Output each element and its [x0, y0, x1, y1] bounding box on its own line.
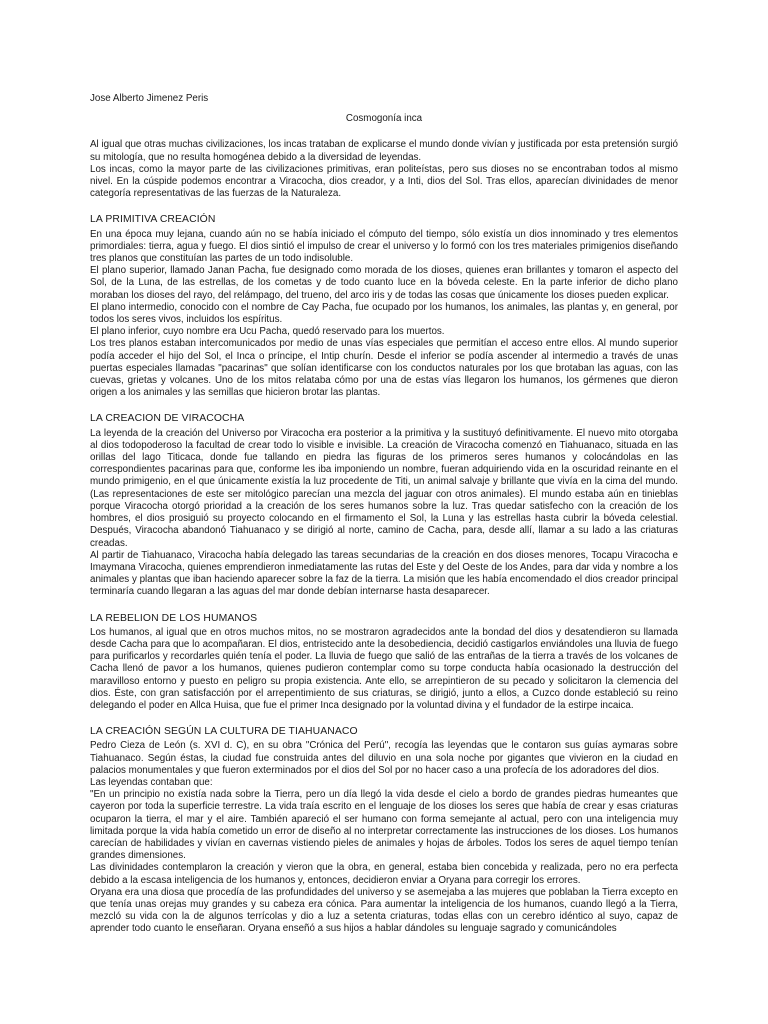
- section-heading: LA REBELION DE LOS HUMANOS: [90, 612, 258, 624]
- paragraph: Al partir de Tiahuanaco, Viracocha había delegado las tareas secundarias de la creación en dos dioses menores, Tocapu Viracocha e Imaymana Viracocha, quienes emprendieron inmediatamente las rutas del Este y del Oeste de los Andes, para dar vida y nombre a los animales y plantas que iban haciendo aparecer sobre la faz de la tierra. La misión que les había encomendado el dios creador principal terminaría cuando llegaran a las aguas del mar donde debían internarse hasta desaparecer.: [90, 549, 678, 598]
- paragraph: "En un principio no existía nada sobre la Tierra, pero un día llegó la vida desde el cielo a bordo de grandes piedras humeantes que cayeron por toda la superficie terrestre. La vida traía escrito en el lenguaje de los dioses los seres que había de crear y esas criaturas ocuparon la tierra, el mar y el aire. También apareció el ser humano con forma semejante al actual, pero con una inteligencia muy limitada porque la vida había cometido un error de diseño al no interpretar correctamente las instrucciones de los dioses. Los humanos carecían de habilidades y vivían en cavernas vistiendo pieles de animales y hojas de árboles. Todos los seres de aquel tiempo tenían grandes dimensiones.: [90, 789, 678, 862]
- section-creacion-viracocha: [90, 413, 678, 598]
- section-heading: LA CREACIÓN SEGÚN LA CULTURA DE TIAHUANACO: [90, 726, 358, 738]
- paragraph: Al igual que otras muchas civilizaciones, los incas trataban de explicarse el mundo donde vivían y justificada por esta pretensión surgió su mitología, que no resulta homogénea debido a la diversidad de leyendas.: [90, 139, 678, 163]
- paragraph: Los incas, como la mayor parte de las civilizaciones primitivas, eran politeístas, pero sus dioses no se encontraban todos al mismo nivel. En la cúspide podemos encontrar a Viracocha, dios creador, y a Inti, dios del Sol. Tras ellos, aparecían divinidades de menor categoría representativas de las fuerzas de la Naturaleza.: [90, 163, 678, 200]
- paragraph: Pedro Cieza de León (s. XVI d. C), en su obra "Crónica del Perú", recogía las leyendas que le contaron sus guías aymaras sobre Tiahuanaco. Según éstas, la ciudad fue construida antes del diluvio en una sola noche por gigantes que vivieron en la ciudad en palacios monumentales y que fueron exterminados por el dios del Sol por no hacer caso a una profecía de los adoradores del dios.: [90, 740, 678, 776]
- section-creacion-tiahuanaco: [90, 726, 678, 935]
- paragraph: La leyenda de la creación del Universo por Viracocha era posterior a la primitiva y la sustituyó definitivamente. El nuevo mito otorgaba al dios todopoderoso la facultad de crear todo lo visible e invisible. La creación de Viracocha comenzó en Tiahuanaco, situada en las orillas del lago Titicaca, donde fue tallando en piedra las figuras de los primeros seres humanos y colocándolas en las correspondientes pacarinas para que, conforme les iba imponiendo un nombre, fueran adquiriendo vida en la oscuridad reinante en el mundo primigenio, en el que únicamente existía la luz procedente de Titi, un animal salvaje y brillante que vivía en la cima del mundo. (Las representaciones de este ser mitológico parecían una mezcla del jaguar con otros animales). El mundo estaba aún en tinieblas porque Viracocha otorgó prioridad a la creación de los seres humanos sobre la luz. Tras quedar satisfecho con la creación de los hombres, el dios prosiguió su proyecto colocando en el firmamento el Sol, la Luna y las estrellas hasta cubrir la bóveda celestial. Después, Viracocha abandonó Tiahuanaco y se dirigió al norte, camino de Cacha, para, desde allí, llamar a su lado a las criaturas creadas.: [90, 427, 678, 549]
- paragraph: El plano intermedio, conocido con el nombre de Cay Pacha, fue ocupado por los humanos, los animales, las plantas y, en general, por todos los seres vivos, incluidos los espíritus.: [90, 301, 678, 326]
- paragraph: Las leyendas contaban que:: [90, 776, 213, 788]
- paragraph: En una época muy lejana, cuando aún no se había iniciado el cómputo del tiempo, sólo existía un dios innominado y tres elementos primordiales: tierra, agua y fuego. El dios sintió el impulso de crear el universo y lo formó con los tres materiales primigenios diseñando tres planos que constituían las partes de un todo indisoluble.: [90, 228, 678, 265]
- section-rebelion-humanos: [90, 613, 678, 713]
- paragraph: Las divinidades contemplaron la creación y vieron que la obra, en general, estaba bien concebida y realizada, pero no era perfecta debido a la escasa inteligencia de los humanos y, entonces, decidieron enviar a Oryana para corregir los errores.: [90, 862, 678, 886]
- paragraph: Los humanos, al igual que en otros muchos mitos, no se mostraron agradecidos ante la bondad del dios y desatendieron su llamada desde Cacha para que lo acompañaran. El dios, entristecido ante la desobediencia, decidió castigarlos enviándoles una lluvia de fuego para purificarlos y recordarles quién tenía el poder. La lluvia de fuego que salió de las entrañas de la tierra a través de los volcanes de Cacha llenó de pavor a los humanos, quienes pudieron contemplar como su torpe conducta había ocasionado la destrucción del maravilloso entorno y puesto en peligro su propia existencia. Ante ello, se arrepintieron de su pecado y solicitaron la clemencia del dios. Éste, con gran satisfacción por el arrepentimiento de sus criaturas, se dirigió, junto a ellos, a Cuzco donde estableció su reino delegando el poder en Allca Huisa, que fue el primer Inca designado por la voluntad divina y el fundador de la estirpe incaica.: [90, 626, 678, 711]
- paragraph: Los tres planos estaban intercomunicados por medio de unas vías especiales que permitían el acceso entre ellos. Al mundo superior podía acceder el hijo del Sol, el Inca o príncipe, el Intip churín. Desde el inferior se podía ascender al intermedio a través de unas puertas especiales llamadas "pacarinas" que solían identificarse con los conductos naturales por los que brotaban las aguas, con las cuevas, grietas y volcanes. Uno de los mitos relataba cómo por una de estas vías llegaron los humanos, los gérmenes que dieron origen a los animales y las semillas que hicieron brotar las plantas.: [90, 338, 678, 399]
- intro: [90, 139, 678, 200]
- section-heading: LA CREACION DE VIRACOCHA: [90, 413, 245, 425]
- paragraph: El plano inferior, cuyo nombre era Ucu Pacha, quedó reservado para los muertos.: [90, 326, 445, 338]
- document-page: [90, 93, 678, 936]
- section-heading: LA PRIMITIVA CREACIÓN: [90, 214, 216, 226]
- document-title: Cosmogonía inca: [345, 113, 423, 125]
- paragraph: El plano superior, llamado Janan Pacha, fue designado como morada de los dioses, quienes eran brillantes y tomaron el aspecto del Sol, de la Luna, de las estrellas, de los cometas y de todo cuanto luce en la bóveda celeste. En la parte inferior de dicho plano moraban los dioses del rayo, del relámpago, del trueno, del arco iris y de todas las cosas que únicamente los dioses pueden explicar.: [90, 265, 678, 301]
- section-primitiva-creacion: [90, 214, 678, 399]
- author-name: Jose Alberto Jimenez Peris: [90, 93, 209, 104]
- paragraph: Oryana era una diosa que procedía de las profundidades del universo y se asemejaba a las mujeres que poblaban la Tierra excepto en que tenía unas orejas muy grandes y su cabeza era cónica. Para aumentar la inteligencia de los humanos, cuando llegó a la Tierra, mezcló su vida con la de algunos terrícolas y dio a luz a setenta criaturas, todas ellas con un cerebro idéntico al suyo, capaz de aprender todo cuanto le enseñaran. Oryana enseñó a sus hijos a hablar dándoles su lenguaje sagrado y comunicándoles: [90, 886, 678, 935]
